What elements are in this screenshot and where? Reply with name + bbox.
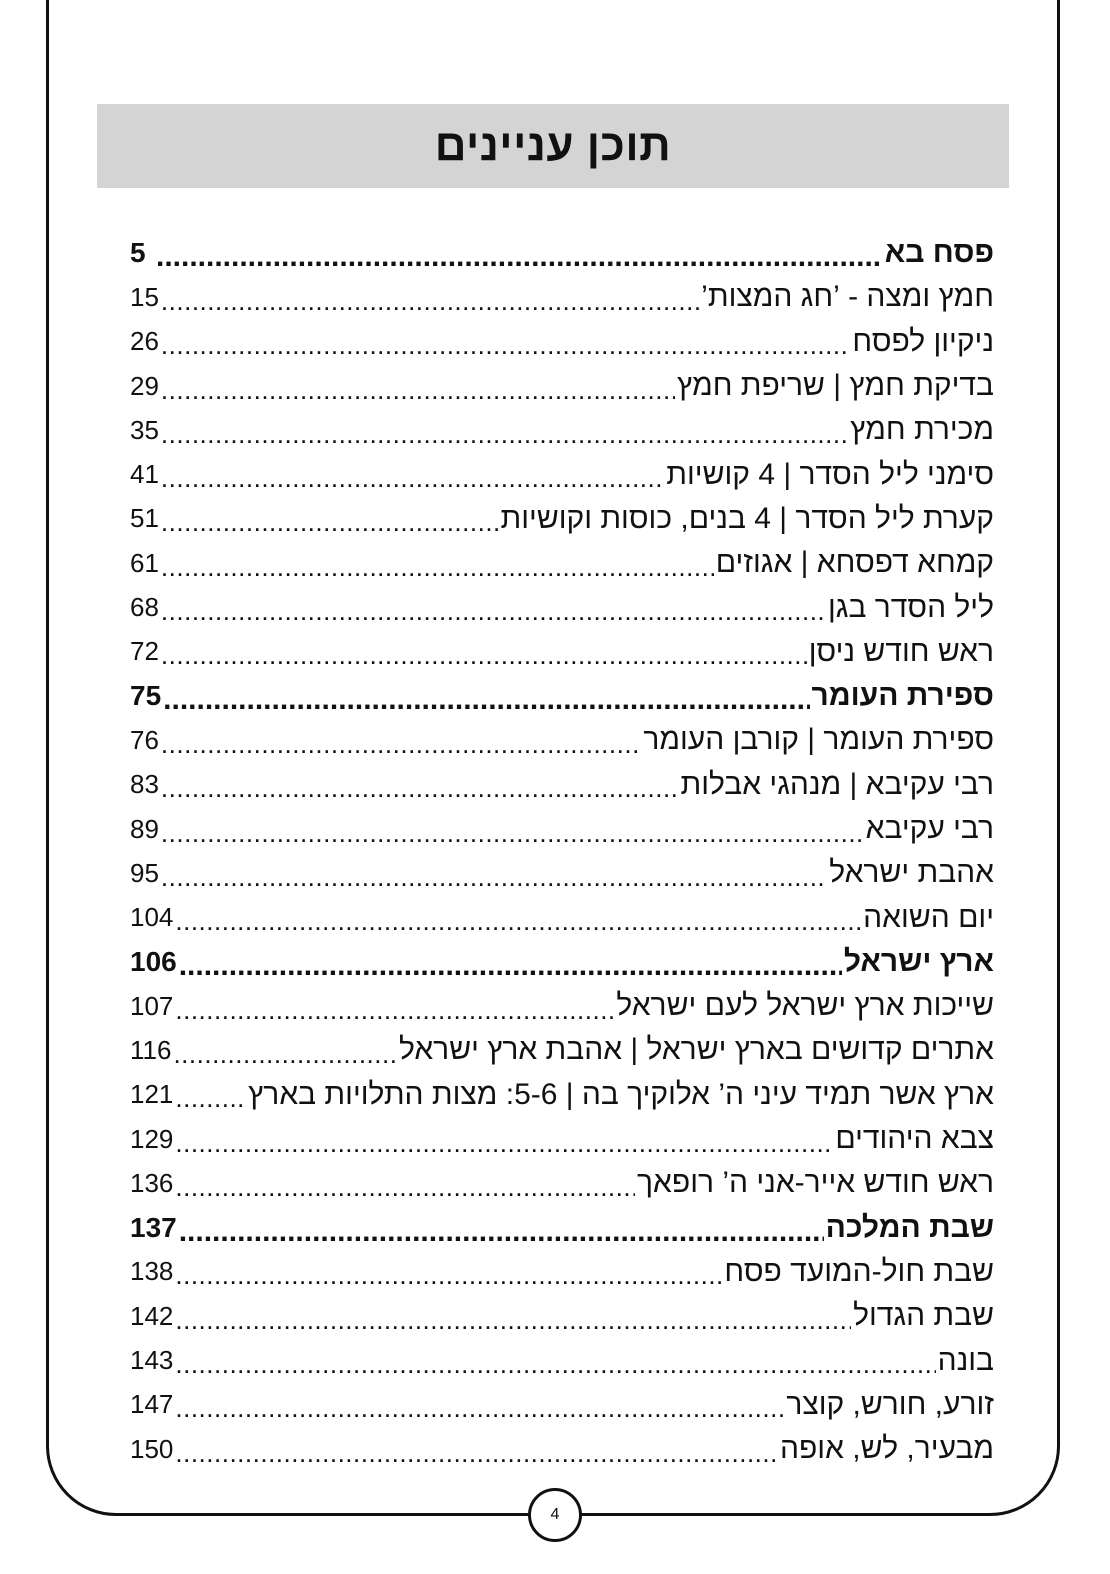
dot-leader: [161, 552, 714, 583]
toc-section-heading[interactable]: [130, 674, 994, 718]
toc-section-heading[interactable]: [130, 1206, 994, 1250]
dot-leader: [161, 507, 499, 538]
dot-leader: [161, 773, 679, 804]
toc-entry-title: שייכות ארץ ישראל לעם ישראל: [616, 989, 994, 1023]
toc-entry-title: שבת הגדול: [853, 1299, 994, 1333]
toc-entry[interactable]: [130, 408, 994, 452]
toc-entry-page-number: 75: [130, 680, 162, 712]
dot-leader: [175, 1305, 851, 1336]
toc-entry-title: בונה: [937, 1343, 994, 1377]
dot-leader: [161, 818, 864, 849]
dot-leader: [161, 862, 827, 893]
toc-entry-title: חמץ ומצה - ’חג המצות’: [701, 280, 994, 314]
dot-leader: [175, 1172, 635, 1203]
toc-entry-page-number: 150: [130, 1433, 174, 1464]
toc-entry-page-number: 107: [130, 990, 174, 1021]
toc-entry[interactable]: [130, 452, 994, 496]
toc-entry-page-number: 5: [130, 237, 146, 269]
toc-entry[interactable]: [130, 851, 994, 895]
dot-leader: [175, 906, 861, 937]
toc-entry[interactable]: [130, 364, 994, 408]
dot-leader: [161, 729, 641, 760]
toc-entry-page-number: 76: [130, 724, 159, 755]
dot-leader: [163, 683, 809, 717]
toc-entry-title: זורע, חורש, קוצר: [786, 1387, 994, 1421]
toc-entry[interactable]: [130, 541, 994, 585]
dot-leader: [175, 1128, 833, 1159]
toc-entry-page-number: 61: [130, 547, 159, 578]
dot-leader: [175, 1438, 778, 1469]
dot-leader: [175, 1393, 784, 1424]
toc-entry-title: מבעיר, לש, אופה: [779, 1432, 994, 1466]
toc-entry-title: צבא היהודים: [835, 1122, 994, 1156]
toc-entry-page-number: 72: [130, 636, 159, 667]
toc-entry-title: אתרים קדושים בארץ ישראל | אהבת ארץ ישראל: [399, 1033, 994, 1067]
dot-leader: [161, 596, 826, 627]
toc-entry[interactable]: [130, 718, 994, 762]
toc-entry[interactable]: [130, 497, 994, 541]
toc-entry-page-number: 83: [130, 769, 159, 800]
toc-entry[interactable]: [130, 275, 994, 319]
toc-entry[interactable]: [130, 320, 994, 364]
dot-leader: [161, 286, 699, 317]
dot-leader: [175, 1349, 935, 1380]
toc-entry[interactable]: [130, 630, 994, 674]
toc-entry-title: ספירת העומר: [811, 679, 994, 713]
toc-entry-page-number: 41: [130, 459, 159, 490]
toc-entry[interactable]: [130, 1161, 994, 1205]
toc-entry-page-number: 142: [130, 1300, 174, 1331]
dot-leader: [161, 419, 848, 450]
toc-entry-page-number: 51: [130, 503, 159, 534]
toc-entry[interactable]: [130, 1294, 994, 1338]
toc-entry[interactable]: [130, 1427, 994, 1471]
dot-leader: [173, 1039, 397, 1070]
toc-entry[interactable]: [130, 763, 994, 807]
toc-entry[interactable]: [130, 895, 994, 939]
toc-entry-title: סימני ליל הסדר | 4 קושיות: [666, 457, 994, 491]
dot-leader: [161, 375, 675, 406]
toc-entry-page-number: 95: [130, 857, 159, 888]
dot-leader: [175, 1083, 246, 1114]
toc-entry-page-number: 89: [130, 813, 159, 844]
toc-entry-title: קערת ליל הסדר | 4 בנים, כוסות וקושיות: [500, 501, 994, 535]
toc-entry-page-number: 143: [130, 1345, 174, 1376]
toc-section-heading[interactable]: [130, 231, 994, 275]
toc-entry-title: רבי עקיבא | מנהגי אבלות: [680, 767, 994, 801]
toc-entry-title: ארץ אשר תמיד עיני ה’ אלוקיך בה | 5-6: מצות התלויות בארץ: [248, 1077, 994, 1111]
toc-entry[interactable]: [130, 1028, 994, 1072]
toc-entry-title: בדיקת חמץ | שריפת חמץ: [676, 369, 994, 403]
toc-entry[interactable]: [130, 984, 994, 1028]
toc-entry-title: ניקיון לפסח: [852, 324, 994, 358]
toc-entry[interactable]: [130, 807, 994, 851]
toc-entry-page-number: 138: [130, 1256, 174, 1287]
page-number-circle: [528, 1488, 582, 1542]
dot-leader: [175, 995, 614, 1026]
toc-entry-title: ראש חודש אייר-אני ה’ רופאך: [637, 1166, 994, 1200]
toc-entry-title: פסח בא: [884, 236, 994, 270]
dot-leader: [175, 1260, 722, 1291]
toc-entry-page-number: 15: [130, 281, 159, 312]
toc-entry-title: שבת המלכה: [825, 1210, 994, 1244]
title-banner: [97, 104, 1009, 188]
dot-leader: [156, 240, 883, 274]
toc-entry-title: קמחא דפסחא | אגוזים: [715, 546, 994, 580]
toc-entry-title: יום השואה: [863, 900, 994, 934]
toc-entry-page-number: 121: [130, 1079, 174, 1110]
toc-entry-title: ליל הסדר בגן: [827, 590, 994, 624]
toc-entry[interactable]: [130, 1383, 994, 1427]
toc-entry-page-number: 129: [130, 1123, 174, 1154]
toc-entry-page-number: 106: [130, 945, 177, 977]
toc-entry[interactable]: [130, 1073, 994, 1117]
toc-entry-page-number: 68: [130, 592, 159, 623]
toc-entry-page-number: 137: [130, 1211, 177, 1243]
toc-entry-page-number: 116: [130, 1034, 172, 1065]
toc-entry-page-number: 136: [130, 1167, 174, 1198]
toc-entry-title: ספירת העומר | קורבן העומר: [643, 723, 994, 757]
dot-leader: [179, 949, 842, 983]
toc-entry-title: שבת חול-המועד פסח: [724, 1254, 994, 1288]
dot-leader: [161, 463, 664, 494]
toc-entry-page-number: 29: [130, 370, 159, 401]
toc-entry-title: ראש חודש ניסן: [808, 634, 994, 668]
toc-entry-title: רבי עקיבא: [865, 812, 994, 845]
toc-entry[interactable]: [130, 1117, 994, 1161]
toc-entry[interactable]: [130, 1250, 994, 1294]
dot-leader: [161, 640, 807, 671]
toc-entry-title: אהבת ישראל: [829, 856, 994, 890]
table-of-contents: [130, 231, 994, 1471]
toc-entry-page-number: 147: [130, 1389, 174, 1420]
toc-entry-title: מכירת חמץ: [850, 413, 994, 447]
toc-entry-page-number: 26: [130, 326, 159, 357]
dot-leader: [161, 330, 850, 361]
toc-entry-page-number: 104: [130, 902, 174, 933]
toc-entry-page-number: 35: [130, 414, 159, 445]
page-title: תוכן עניינים: [434, 121, 672, 170]
toc-entry-title: ארץ ישראל: [843, 944, 994, 978]
dot-leader: [179, 1215, 824, 1249]
toc-entry[interactable]: [130, 585, 994, 629]
toc-entry[interactable]: [130, 1338, 994, 1382]
toc-section-heading[interactable]: [130, 940, 994, 984]
page-number: 4: [550, 1506, 560, 1523]
